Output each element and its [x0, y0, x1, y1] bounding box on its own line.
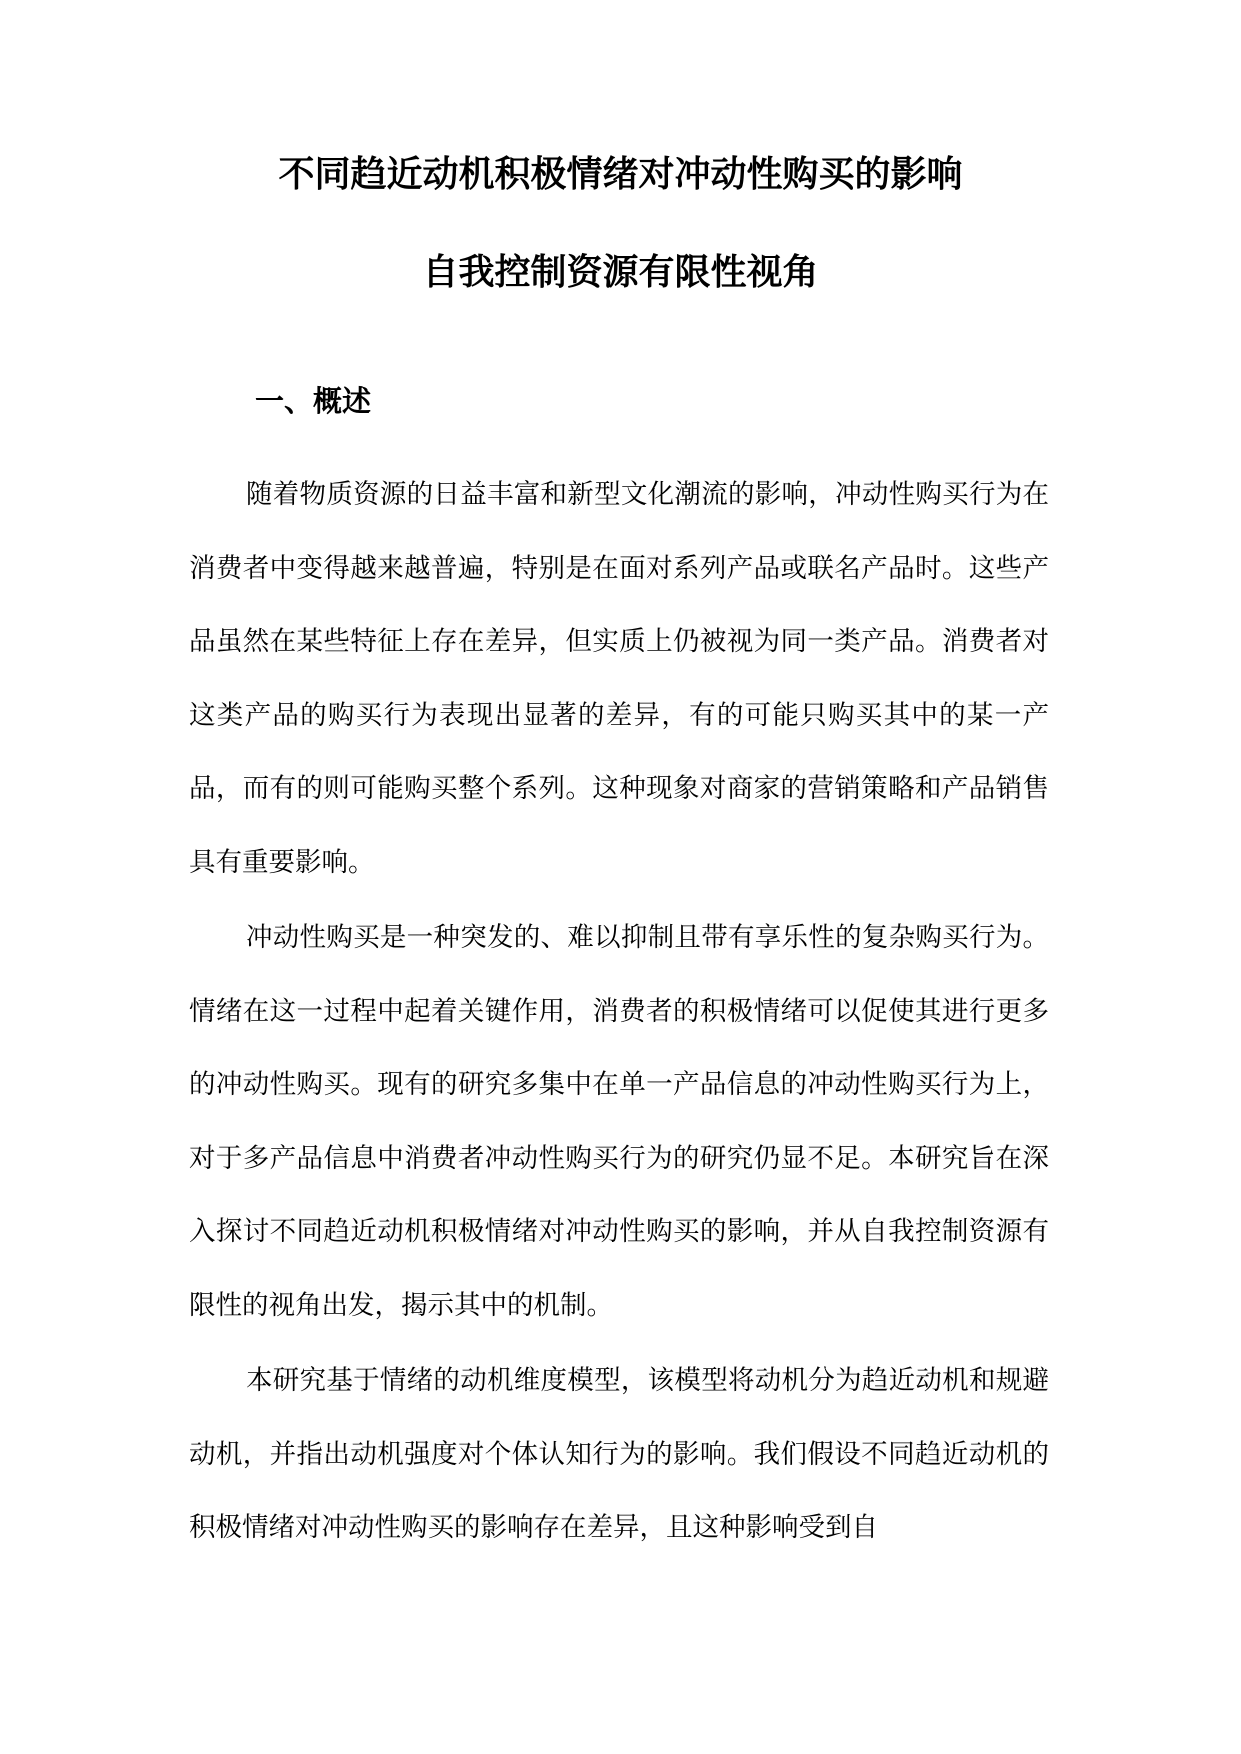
- section-heading: 一、概述: [255, 384, 372, 418]
- document-subtitle: 自我控制资源有限性视角: [422, 252, 819, 293]
- body-paragraph: 冲动性购买是一种突发的、难以抑制且带有享乐性的复杂购买行为。情绪在这一过程中起着关键作用，消费者的积极情绪可以促使其进行更多的冲动性购买。现有的研究多集中在单一产品信息的冲动性购买行为上，对于多产品信息中消费者冲动性购买行为的研究仍显不足。本研究旨在深入探讨不同趋近动机积极情绪对冲动性购买的影响，并从自我控制资源有限性的视角出发，揭示其中的机制。: [189, 922, 1049, 1321]
- document-body: [189, 458, 1049, 1567]
- document-title: 不同趋近动机积极情绪对冲动性购买的影响: [278, 154, 963, 195]
- body-paragraph: 本研究基于情绪的动机维度模型，该模型将动机分为趋近动机和规避动机，并指出动机强度对个体认知行为的影响。我们假设不同趋近动机的积极情绪对冲动性购买的影响存在差异，且这种影响受到自: [189, 1365, 1049, 1543]
- body-paragraph: 随着物质资源的日益丰富和新型文化潮流的影响，冲动性购买行为在消费者中变得越来越普遍，特别是在面对系列产品或联名产品时。这些产品虽然在某些特征上存在差异，但实质上仍被视为同一类产品。消费者对这类产品的购买行为表现出显著的差异，有的可能只购买其中的某一产品，而有的则可能购买整个系列。这种现象对商家的营销策略和产品销售具有重要影响。: [189, 479, 1049, 878]
